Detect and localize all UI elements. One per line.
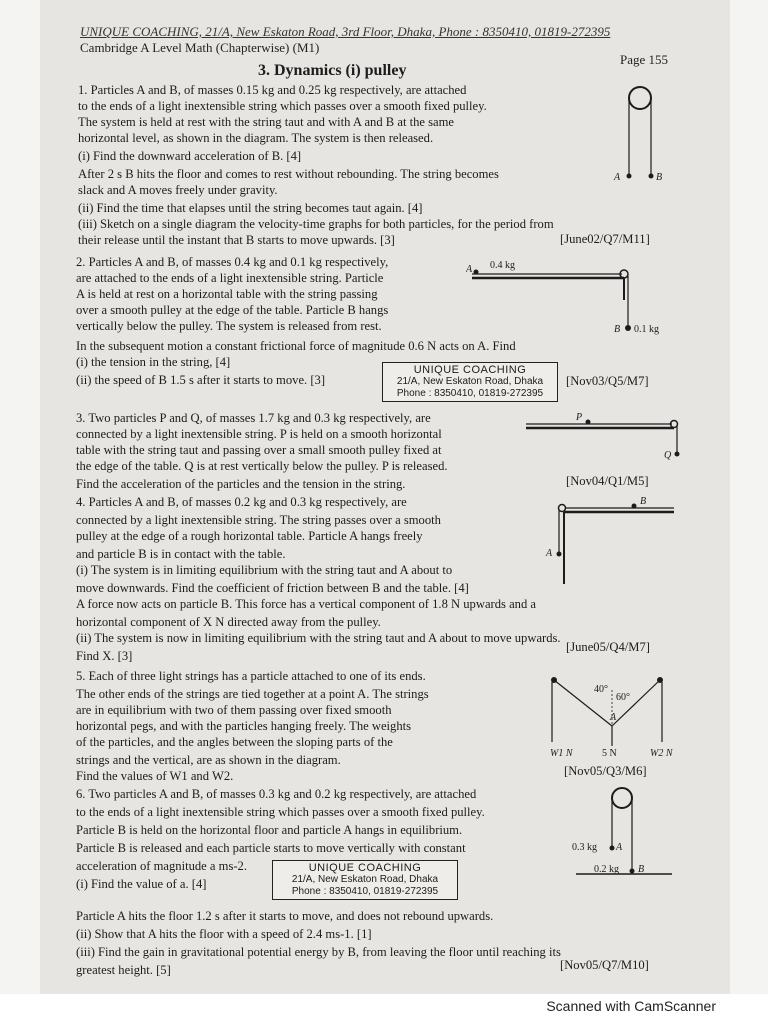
angle-60-label: 60° [616, 692, 630, 703]
text-line: to the ends of a light inextensible string which passes over a smooth fixed pulley. [76, 805, 485, 819]
pulley-diagram-3 [520, 412, 682, 468]
section-title: 3. Dynamics (i) pulley [258, 62, 407, 79]
question-reference: [June02/Q7/M11] [560, 232, 650, 246]
question-reference: [June05/Q4/M7] [566, 640, 650, 654]
text-line: A force now acts on particle B. This force has a vertical component of 1.8 N upwards and a [76, 597, 536, 611]
page-number: Page 155 [620, 52, 669, 67]
particle-a-label: A [614, 172, 621, 183]
mass-b-label: 0.2 kg [594, 864, 619, 875]
text-line: Find X. [3] [76, 649, 133, 663]
text-line: slack and A moves freely under gravity. [78, 183, 278, 197]
text-line: (ii) the speed of B 1.5 s after it starts to move. [3] [76, 373, 326, 387]
pulley-diagram-6 [566, 782, 676, 882]
question-reference: [Nov03/Q5/M7] [566, 374, 649, 388]
question-reference: [Nov05/Q3/M6] [564, 764, 647, 778]
question-reference: [Nov05/Q7/M10] [560, 958, 649, 972]
stamp-address: 21/A, New Eskaton Road, Dhaka [291, 874, 439, 885]
pulley-diagram-2 [466, 258, 678, 342]
text-line: Find the acceleration of the particles and the tension in the string. [76, 477, 406, 491]
text-line: 2. Particles A and B, of masses 0.4 kg and 0.1 kg respectively, [76, 255, 389, 269]
text-line: horizontal level, as shown in the diagram. The system is then released. [78, 131, 434, 145]
text-line: 3. Two particles P and Q, of masses 1.7 kg and 0.3 kg respectively, are [76, 411, 431, 425]
pulley-diagram-1 [600, 84, 680, 194]
scanned-page [40, 0, 730, 994]
text-line: The system is held at rest with the string taut and with A and B at the same [78, 115, 454, 129]
header-address: UNIQUE COACHING, 21/A, New Eskaton Road, 3rd Floor, Dhaka, Phone : 8350410, 01819-272395 [80, 24, 611, 39]
text-line: (i) The system is in limiting equilibrium with the string taut and A about to [76, 563, 453, 577]
text-line: vertically below the pulley. The system is released from rest. [76, 319, 382, 333]
coaching-stamp [382, 362, 558, 402]
text-line: connected by a light inextensible string. The string passes over a smooth [76, 513, 441, 527]
text-line: horizontal pegs, and with the particles hanging freely. The weights [76, 719, 412, 733]
text-line: (ii) The system is now in limiting equilibrium with the string taut and A about to move upwards. [76, 631, 561, 645]
text-line: greatest height. [5] [76, 963, 171, 977]
text-line: connected by a light inextensible string. P is held on a smooth horizontal [76, 427, 442, 441]
stamp-phone: Phone : 8350410, 01819-272395 [396, 388, 544, 399]
text-line: 6. Two particles A and B, of masses 0.3 kg and 0.2 kg respectively, are attached [76, 787, 477, 801]
text-line: 5. Each of three light strings has a particle attached to one of its ends. [76, 669, 426, 683]
text-line: table with the string taut and passing over a small smooth pulley fixed at [76, 443, 442, 457]
particle-b-label: B [656, 172, 663, 183]
text-line: the edge of the table. Q is at rest vertically below the pulley. P is released. [76, 459, 448, 473]
particle-p-label: P [576, 412, 583, 423]
text-line: horizontal component of X N directed away from the pulley. [76, 615, 381, 629]
mass-b-label: 0.1 kg [634, 324, 659, 335]
weight-w1-label: W1 N [550, 748, 573, 759]
particle-a-label: A [616, 842, 623, 853]
text-line: Particle B is released and each particle starts to move vertically with constant [76, 841, 466, 855]
stamp-title: UNIQUE COACHING [308, 862, 422, 874]
weight-5n-label: 5 N [602, 748, 617, 759]
text-line: move downwards. Find the coefficient of friction between B and the table. [4] [76, 581, 469, 595]
text-line: 1. Particles A and B, of masses 0.15 kg and 0.25 kg respectively, are attached [78, 83, 467, 97]
text-line: of the particles, and the angles between the sloping parts of the [76, 735, 393, 749]
text-line: over a smooth pulley at the edge of the table. Particle B hangs [76, 303, 389, 317]
stamp-title: UNIQUE COACHING [413, 364, 527, 376]
text-line: to the ends of a light inextensible string which passes over a smooth fixed pulley. [78, 99, 487, 113]
header-subtitle: Cambridge A Level Math (Chapterwise) (M1) [80, 40, 320, 55]
particle-a-label: A [546, 548, 553, 559]
mass-a-label: 0.3 kg [572, 842, 597, 853]
particle-b-label: B [638, 864, 645, 875]
point-a-label: A [610, 712, 617, 723]
weight-w2-label: W2 N [650, 748, 673, 759]
text-line: are attached to the ends of a light inextensible string. Particle [76, 271, 384, 285]
pegs-diagram-5 [510, 670, 676, 762]
stamp-phone: Phone : 8350410, 01819-272395 [291, 886, 439, 897]
particle-b-label: B [640, 496, 647, 507]
scanner-footer [0, 994, 768, 1024]
text-line: acceleration of magnitude a ms-2. [76, 859, 247, 873]
text-line: (i) the tension in the string, [4] [76, 355, 231, 369]
text-line: (i) Find the downward acceleration of B. [4] [78, 149, 302, 163]
text-line: Particle B is held on the horizontal floor and particle A hangs in equilibrium. [76, 823, 463, 837]
text-line: (i) Find the value of a. [4] [76, 877, 207, 891]
particle-q-label: Q [664, 450, 672, 461]
particle-b-label: B [614, 324, 621, 335]
text-line: After 2 s B hits the floor and comes to rest without rebounding. The string becomes [78, 167, 499, 181]
text-line: The other ends of the strings are tied together at a point A. The strings [76, 687, 429, 701]
text-line: and particle B is in contact with the table. [76, 547, 286, 561]
text-line: (ii) Find the time that elapses until the string becomes taut again. [4] [78, 201, 423, 215]
text-line: In the subsequent motion a constant frictional force of magnitude 0.6 N acts on A. Find [76, 339, 516, 353]
question-reference: [Nov04/Q1/M5] [566, 474, 649, 488]
stamp-address: 21/A, New Eskaton Road, Dhaka [396, 376, 544, 387]
text-line: (ii) Show that A hits the floor with a speed of 2.4 ms-1. [1] [76, 927, 372, 941]
coaching-stamp [272, 860, 458, 900]
particle-a-label: A [466, 264, 473, 275]
text-line: (iii) Find the gain in gravitational potential energy by B, from leaving the floor until reaching its [76, 945, 561, 959]
text-line: strings and the vertical, are as shown in the diagram. [76, 753, 341, 767]
text-line: their release until the instant that B starts to move upwards. [3] [78, 233, 395, 247]
text-line: 4. Particles A and B, of masses 0.2 kg and 0.3 kg respectively, are [76, 495, 407, 509]
text-line: Find the values of W1 and W2. [76, 769, 234, 783]
text-line: are in equilibrium with two of them passing over fixed smooth [76, 703, 392, 717]
angle-40-label: 40° [594, 684, 608, 695]
text-line: A is held at rest on a horizontal table with the string passing [76, 287, 378, 301]
scanner-watermark: Scanned with CamScanner [546, 998, 716, 1014]
text-line: (iii) Sketch on a single diagram the velocity-time graphs for both particles, for the period from [78, 217, 554, 231]
mass-a-label: 0.4 kg [490, 260, 515, 271]
text-line: pulley at the edge of a rough horizontal table. Particle A hangs freely [76, 529, 423, 543]
text-line: Particle A hits the floor 1.2 s after it starts to move, and does not rebound upwards. [76, 909, 494, 923]
pulley-diagram-4 [538, 494, 678, 588]
